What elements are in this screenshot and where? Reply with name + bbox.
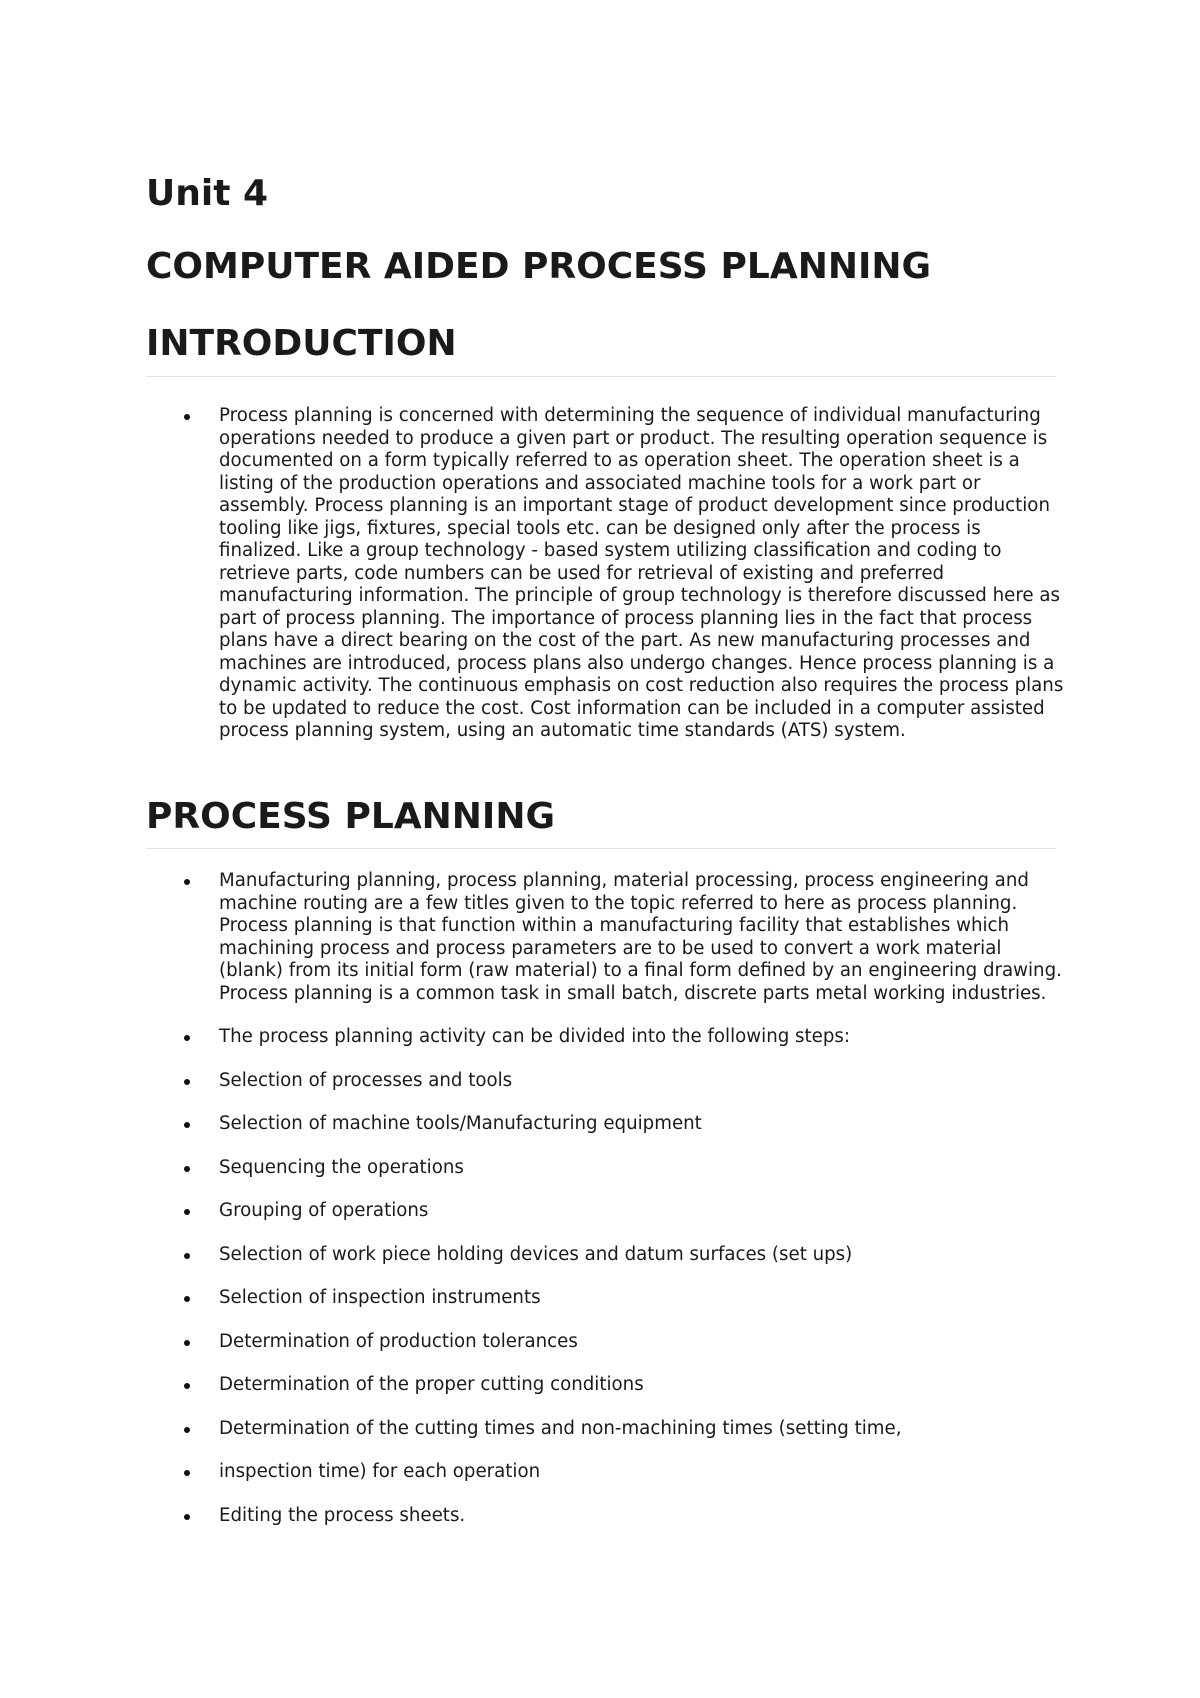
list-item-text: Determination of production tolerances (219, 1330, 578, 1352)
list-item (146, 1200, 1066, 1223)
list-item (146, 1026, 1066, 1049)
list-item-text: Editing the process sheets. (219, 1504, 466, 1526)
unit-heading: Unit 4 (146, 173, 268, 214)
bullet-icon (184, 1514, 190, 1520)
list-item (146, 1244, 1066, 1267)
list-item (146, 1287, 1066, 1310)
section-divider (146, 848, 1056, 849)
list-item (146, 870, 1066, 1005)
list-item-text: inspection time) for each operation (219, 1461, 541, 1482)
list-item-text: Selection of inspection instruments (219, 1287, 541, 1308)
bullet-icon (184, 1122, 190, 1128)
process-planning-list (146, 870, 1066, 1548)
bullet-icon (184, 414, 190, 420)
list-item (146, 405, 1066, 743)
bullet-icon (184, 1079, 190, 1085)
section-divider (146, 376, 1056, 377)
introduction-heading: INTRODUCTION (146, 323, 457, 364)
list-item-text: Process planning is concerned with determining the sequence of individual manufacturing operations needed to produce a given part or product. The resulting operation sequence is documented on a form typically referred to as operation sheet. The operation sheet is a listing of the production operations and associated machine tools for a work part or assembly. Process planning is an important stage of product development since production tooling like jigs, fixtures, special tools etc. can be designed only after the process is finalized. Like a group technology - based system utilizing classification and coding to retrieve parts, code numbers can be used for retrieval of existing and preferred manufacturing information. The principle of group technology is therefore discussed here as part of process planning. The importance of process planning lies in the fact that process plans have a direct bearing on the cost of the part. As new manufacturing processes and machines are introduced, process plans also undergo changes. Hence process planning is a dynamic activity. The continuous emphasis on cost reduction also requires the process plans to be updated to reduce the cost. Cost information can be included in a computer assisted process planning system, using an automatic time standards (ATS) system. (219, 405, 1064, 741)
list-item (146, 1461, 1066, 1484)
bullet-icon (184, 1296, 190, 1302)
list-item (146, 1157, 1066, 1180)
list-item-text: Selection of work piece holding devices and datum surfaces (set ups) (219, 1243, 853, 1265)
list-item-text: Sequencing the operations (219, 1156, 464, 1178)
bullet-icon (184, 1166, 190, 1172)
list-item (146, 1331, 1066, 1354)
list-item-text: Selection of machine tools/Manufacturing equipment (219, 1113, 702, 1134)
list-item-text: Grouping of operations (219, 1200, 429, 1221)
list-item-text: Manufacturing planning, process planning, material processing, process engineering and machine routing are a few titles given to the topic referred to here as process planning. Process planning is that function within a manufacturing facility that establishes which machining process and process parameters are to be used to convert a work material (blank) from its initial form (raw material) to a final form defined by an engineering drawing. Process planning is a common task in small batch, discrete parts metal working industries. (219, 870, 1062, 1004)
bullet-icon (184, 1470, 190, 1476)
bullet-icon (184, 1340, 190, 1346)
list-item (146, 1374, 1066, 1397)
list-item-text: Selection of processes and tools (219, 1069, 513, 1091)
process-planning-heading: PROCESS PLANNING (146, 796, 556, 837)
bullet-icon (184, 879, 190, 885)
list-item-text: Determination of the cutting times and non-machining times (setting time, (219, 1417, 902, 1439)
list-item (146, 1113, 1066, 1136)
bullet-icon (184, 1209, 190, 1215)
page-title: COMPUTER AIDED PROCESS PLANNING (146, 246, 932, 287)
bullet-icon (184, 1253, 190, 1259)
bullet-icon (184, 1035, 190, 1041)
list-item (146, 1070, 1066, 1093)
list-item (146, 1505, 1066, 1528)
list-item-text: Determination of the proper cutting conditions (219, 1374, 644, 1395)
bullet-icon (184, 1427, 190, 1433)
bullet-icon (184, 1383, 190, 1389)
list-item-text: The process planning activity can be divided into the following steps: (219, 1026, 850, 1047)
list-item (146, 1418, 1066, 1441)
introduction-list (146, 405, 1066, 764)
